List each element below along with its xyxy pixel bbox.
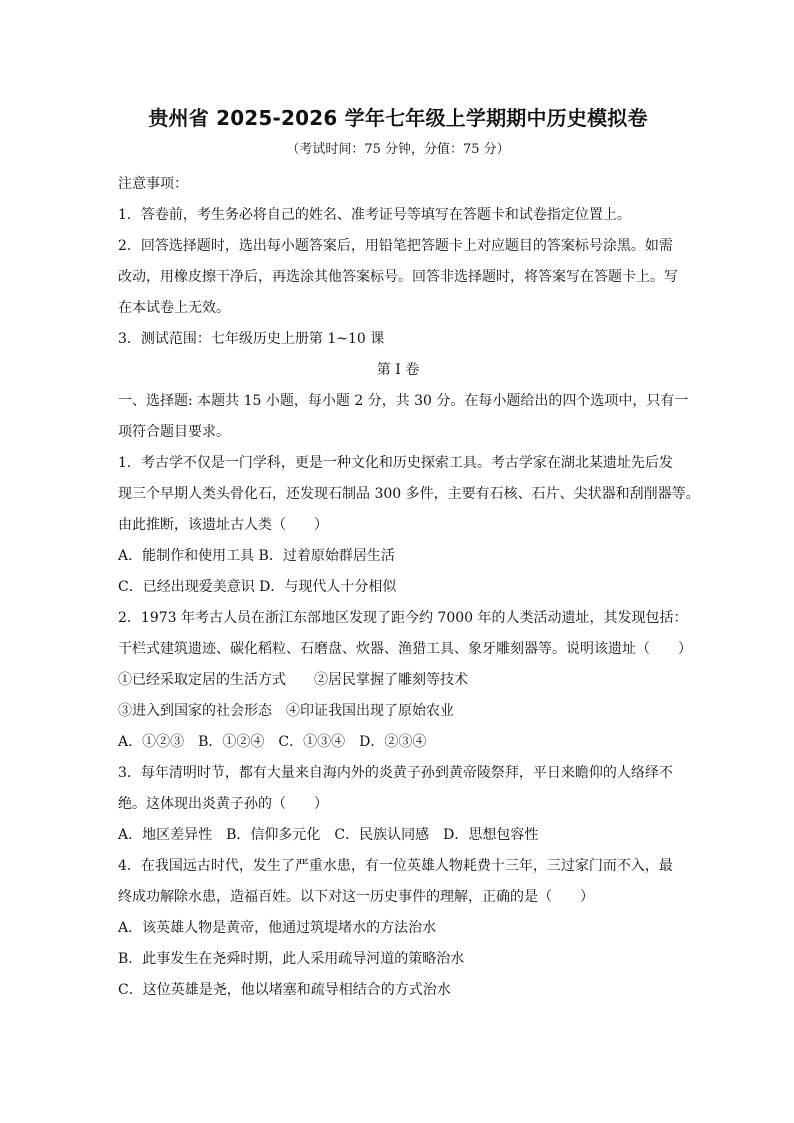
question-option-line: C．这位英雄是尧，他以堵塞和疏导相结合的方式治水 <box>118 982 451 998</box>
question-option-line: C．已经出现爱美意识 D．与现代人十分相似 <box>118 579 397 595</box>
section-intro-line: 一、选择题: 本题共 15 小题，每小题 2 分，共 30 分。在每小题给出的四个选项中，只有一 <box>118 393 689 409</box>
question-statement-line: ①已经采取定居的生活方式 ②居民掌握了雕刻等技术 <box>118 672 468 688</box>
question-stem-line: 终成功解除水患，造福百姓。以下对这一历史事件的理解，正确的是（ ） <box>118 889 594 905</box>
question-stem-line: 2．1973 年考古人员在浙江东部地区发现了距今约 7000 年的人类活动遗址，其发现包括： <box>118 610 688 626</box>
notice-line: 2．回答选择题时，选出每小题答案后，用铅笔把答题卡上对应题目的答案标号涂黑。如需 <box>118 238 673 254</box>
question-stem-line: 3．每年清明时节，都有大量来自海内外的炎黄子孙到黄帝陵祭拜，平日来瞻仰的人络绎不 <box>118 765 673 781</box>
exam-title: 贵州省 2025-2026 学年七年级上学期期中历史模拟卷 <box>148 106 648 130</box>
question-3 <box>118 758 678 851</box>
question-stem-line: 现三个早期人类头骨化石，还发现石制品 300 多件，主要有石核、石片、尖状器和刮削器等。 <box>118 486 700 502</box>
question-option-line: A．能制作和使用工具 B．过着原始群居生活 <box>118 548 395 564</box>
question-option-line: A．该英雄人物是黄帝，他通过筑堤堵水的方法治水 <box>118 920 437 936</box>
notice-line: 3．测试范围：七年级历史上册第 1~10 课 <box>118 331 385 347</box>
notice-line: 1．答卷前，考生务必将自己的姓名、准考证号等填写在答题卡和试卷指定位置上。 <box>118 207 631 223</box>
volume-label: 第 I 卷 <box>376 362 420 378</box>
question-stem-line: 绝。这体现出炎黄子孙的（ ） <box>118 796 328 812</box>
notice-line: 改动，用橡皮擦干净后，再选涂其他答案标号。回答非选择题时，将答案写在答题卡上。写 <box>118 269 678 285</box>
question-option-line: B．此事发生在尧舜时期，此人采用疏导河道的策略治水 <box>118 951 465 967</box>
question-option-line: A．①②③ B．①②④ C．①③④ D．②③④ <box>118 734 427 750</box>
question-stem-line: 4．在我国远古时代，发生了严重水患，有一位英雄人物耗费十三年，三过家门而不入，最 <box>118 858 673 874</box>
question-stem-line: 1．考古学不仅是一门学科，更是一种文化和历史探索工具。考古学家在湖北某遗址先后发 <box>118 455 673 471</box>
question-2 <box>118 603 692 758</box>
exam-content <box>118 104 700 1006</box>
question-4 <box>118 851 678 1006</box>
notice-heading: 注意事项： <box>118 176 188 192</box>
notice-line: 在本试卷上无效。 <box>118 300 230 316</box>
question-option-line: A．地区差异性 B．信仰多元化 C．民族认同感 D．思想包容性 <box>118 827 539 843</box>
section-intro-line: 项符合题目要求。 <box>118 424 230 440</box>
question-1 <box>118 448 700 603</box>
question-statement-line: ③进入到国家的社会形态 ④印证我国出现了原始农业 <box>118 703 454 719</box>
exam-subtitle: （考试时间：75 分钟，分值：75 分） <box>286 142 510 157</box>
question-stem-line: 由此推断，该遗址古人类（ ） <box>118 517 328 533</box>
question-stem-line: 干栏式建筑遗迹、碳化稻粒、石磨盘、炊器、渔猎工具、象牙雕刻器等。说明该遗址（ ） <box>118 641 692 657</box>
